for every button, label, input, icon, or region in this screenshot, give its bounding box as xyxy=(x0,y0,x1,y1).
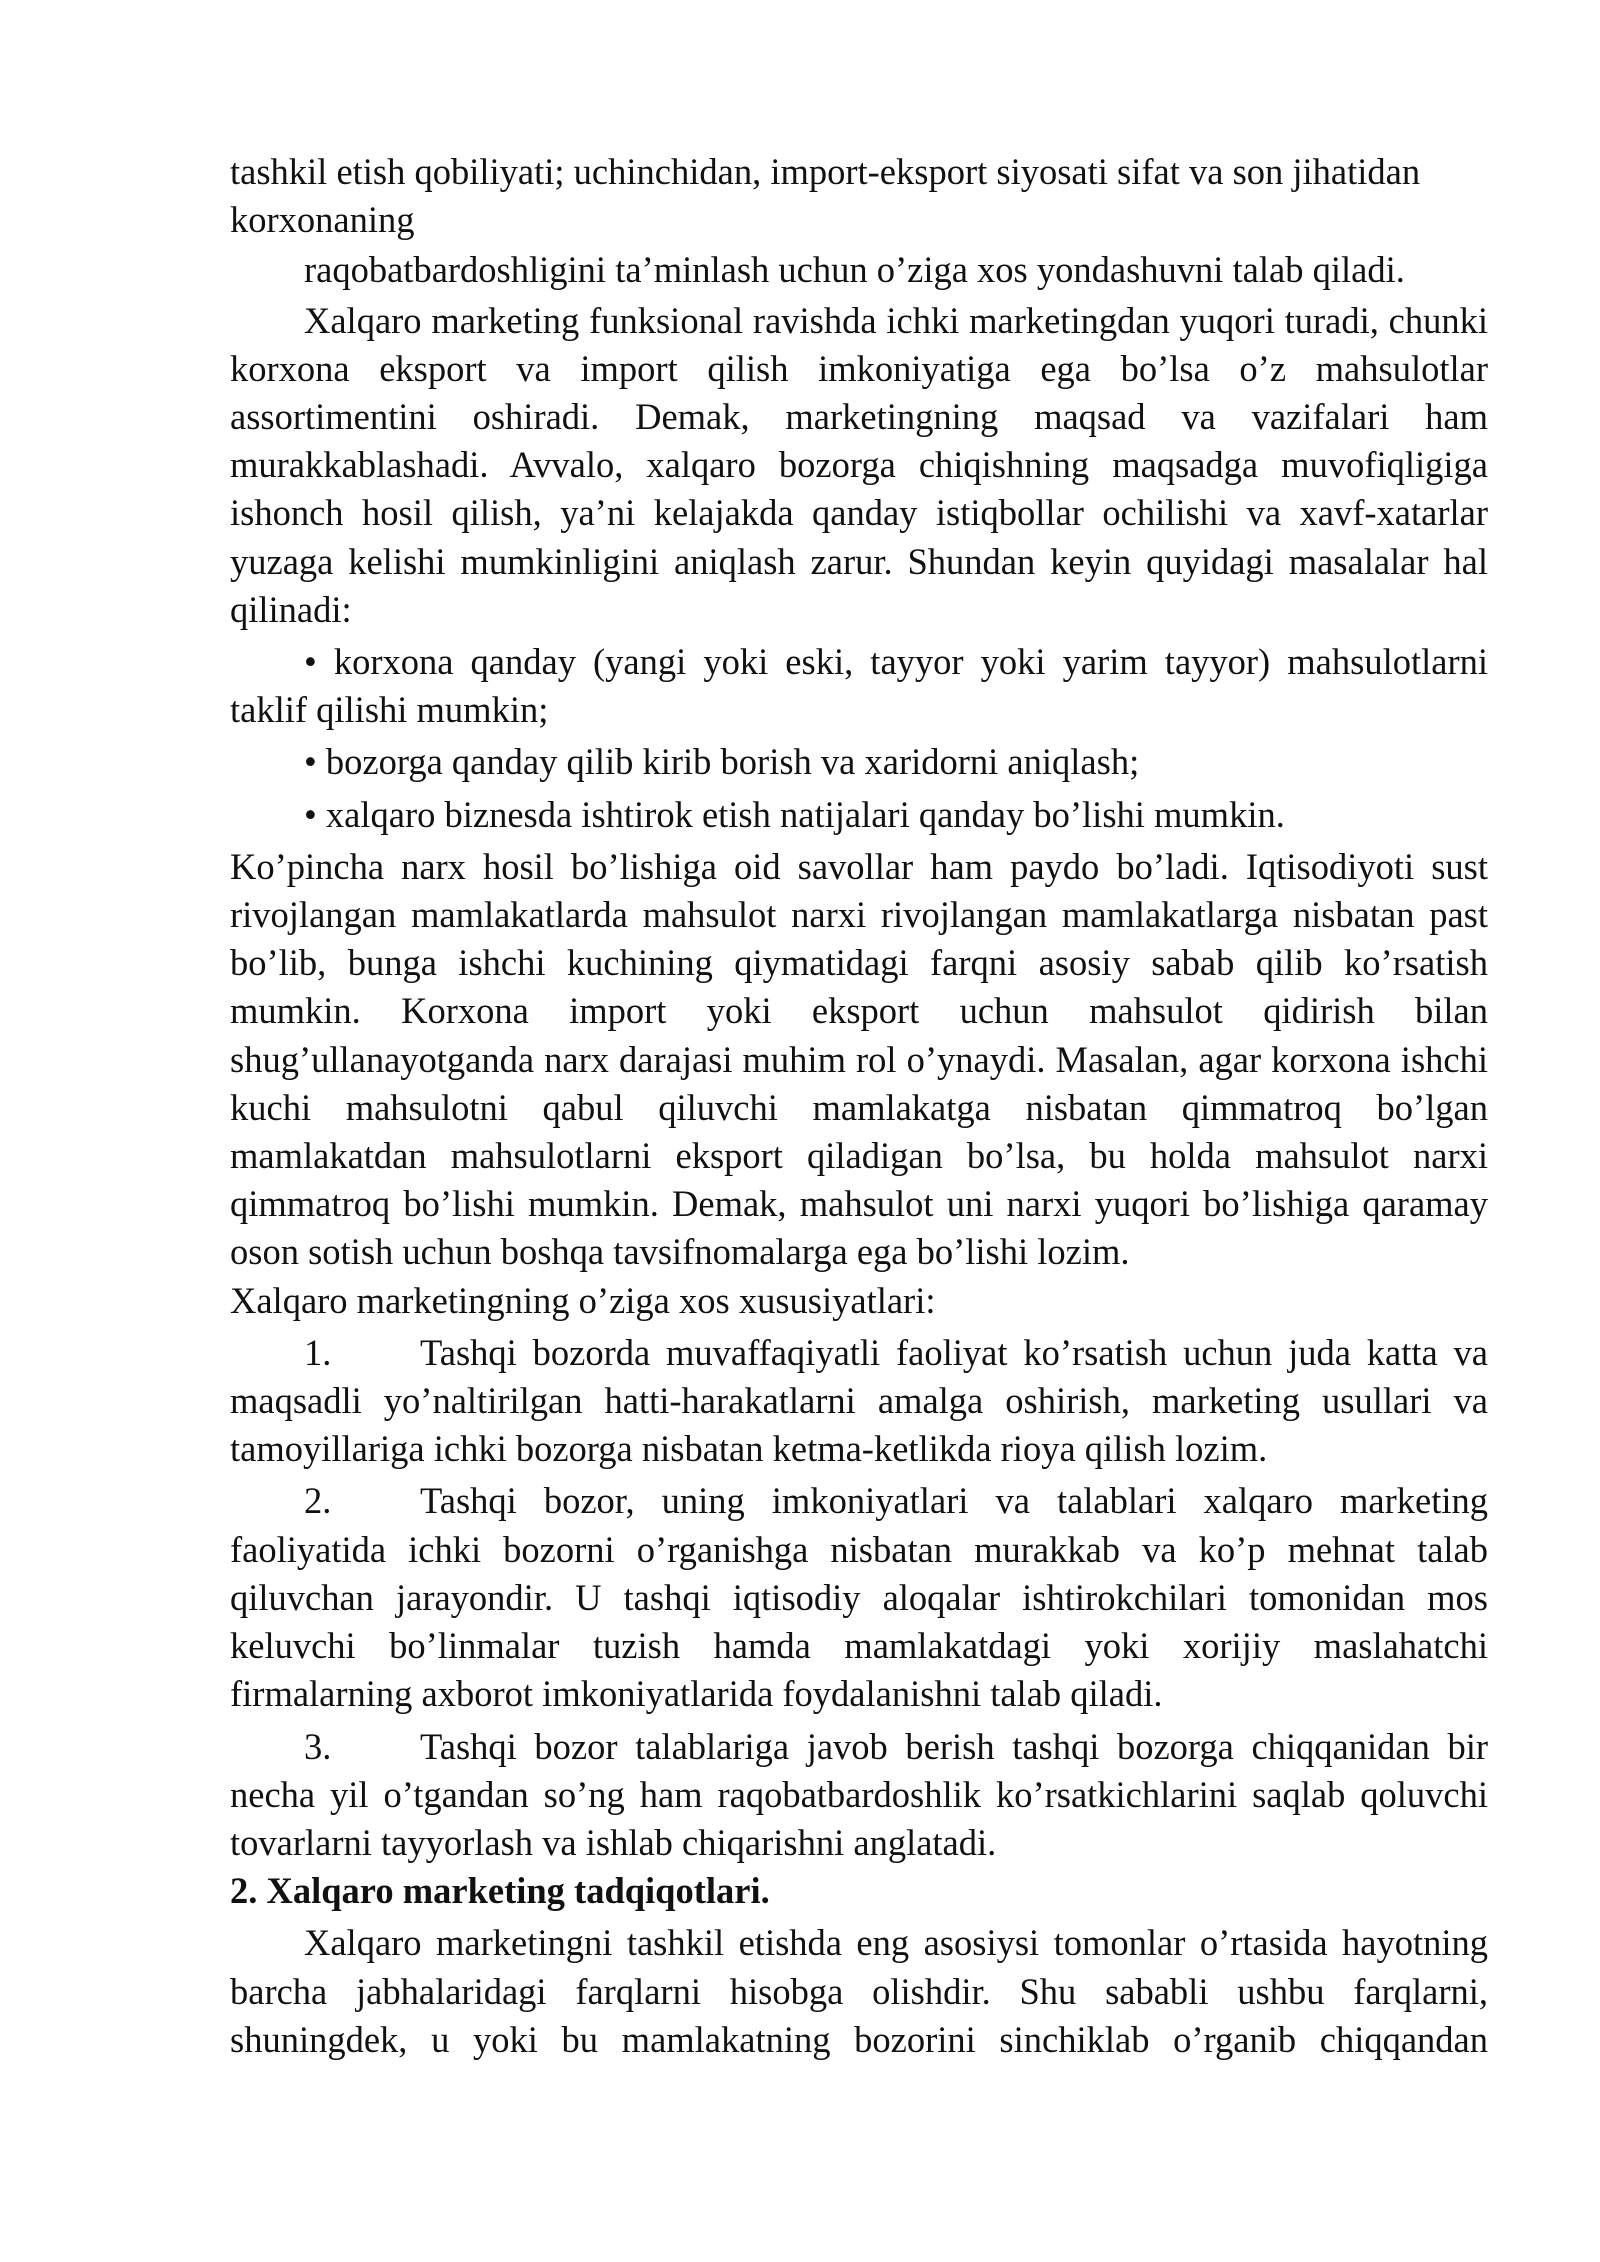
paragraph-functional: Xalqaro marketing funksional ravishda ichki marketingdan yuqori turadi, chunki korxona eksport va import qilish imkoniyatiga ega bo’lsa o’z mahsulotlar assortimentini oshiradi. Demak, marketingning maqsad va vazifalari ham murakkablashadi. Avvalo, xalqaro bozorga chiqishning maqsadga muvofiqligiga ishonch hosil qilish, ya’ni kelajakda qanday istiqbollar ochilishi va xavf-xatarlar yuzaga kelishi mumkinligini aniqlash zarur. Shundan keyin quyidagi masalalar hal qilinadi: xyxy=(230,299,1488,630)
paragraph-research: Xalqaro marketingni tashkil etishda eng asosiysi tomonlar o’rtasida hayotning barcha jabhalaridagi farqlarni hisobga olishdir. Shu sababli ushbu farqlarni, shuningdek, u yoki bu mamlakatning bozorini sinchiklab o’rganib chiqqandan xyxy=(230,1922,1488,2060)
paragraph-intro-continuation-2: raqobatbardoshligini ta’minlash uchun o’ziga xos yondashuvni talab qiladi. xyxy=(304,249,1405,291)
numbered-item-1 xyxy=(230,1329,1488,1474)
paragraph-pricing: Ko’pincha narx hosil bo’lishiga oid savollar ham paydo bo’ladi. Iqtisodiyoti sust rivojlangan mamlakatlarda mahsulot narxi rivojlangan mamlakatlarga nisbatan past bo’lib, bunga ishchi kuchining qiymatidagi farqni asosiy sabab qilib ko’rsatish mumkin. Korxona import yoki eksport uchun mahsulot qidirish bilan shug’ullanayotganda narx darajasi muhim rol o’ynaydi. Masalan, agar korxona ishchi kuchi mahsulotni qabul qiluvchi mamlakatga nisbatan qimmatroq bo’lgan mamlakatdan mahsulotlarni eksport qiladigan bo’lsa, bu holda mahsulot narxi qimmatroq bo’lishi mumkin. Demak, mahsulot uni narxi yuqori bo’lishiga qaramay oson sotish uchun boshqa tavsifnomalarga ega bo’lishi lozim. xyxy=(230,845,1488,1273)
section-heading: 2. Xalqaro marketing tadqiqotlari. xyxy=(230,1870,770,1912)
bullet-item-3: • xalqaro biznesda ishtirok etish natijalari qanday bo’lishi mumkin. xyxy=(304,793,1285,835)
paragraph-features-intro: Xalqaro marketingning o’ziga xos xususiyatlari: xyxy=(230,1279,936,1321)
paragraph-intro-continuation: tashkil etish qobiliyati; uchinchidan, import-eksport siyosati sifat va son jihatidan korxonaning xyxy=(230,151,1421,241)
numbered-item-2 xyxy=(230,1477,1488,1718)
numbered-item-text: Tashqi bozorda muvaffaqiyatli faoliyat ko’rsatish uchun juda katta va maqsadli yo’naltirilgan hatti-harakatlarni amalga oshirish, marketing usullari va tamoyillariga ichki bozorga nisbatan ketma-ketlikda rioya qilish lozim. xyxy=(230,1331,1488,1470)
numbered-item-text: Tashqi bozor, uning imkoniyatlari va talablari xalqaro marketing faoliyatida ichki bozorni o’rganishga nisbatan murakkab va ko’p mehnat talab qiluvchan jarayondir. U tashqi iqtisodiy aloqalar ishtirokchilari tomonidan mos keluvchi bo’linmalar tuzish hamda mamlakatdagi yoki xorijiy maslahatchi firmalarning axborot imkoniyatlarida foydalanishni talab qiladi. xyxy=(230,1480,1488,1715)
numbered-item-number: 3. xyxy=(304,1725,332,1767)
bullet-item-1: • korxona qanday (yangi yoki eski, tayyor yoki yarim tayyor) mahsulotlarni taklif qilishi mumkin; xyxy=(230,641,1488,731)
numbered-item-number: 1. xyxy=(304,1331,332,1373)
numbered-item-number: 2. xyxy=(304,1480,332,1522)
numbered-item-text: Tashqi bozor talablariga javob berish tashqi bozorga chiqqanidan bir necha yil o’tgandan so’ng ham raqobatbardoshlik ko’rsatkichlarini saqlab qoluvchi tovarlarni tayyorlash va ishlab chiqarishni anglatadi. xyxy=(230,1725,1488,1863)
bullet-item-2: • bozorga qanday qilib kirib borish va xaridorni aniqlash; xyxy=(304,741,1140,783)
numbered-item-3 xyxy=(230,1723,1488,1868)
